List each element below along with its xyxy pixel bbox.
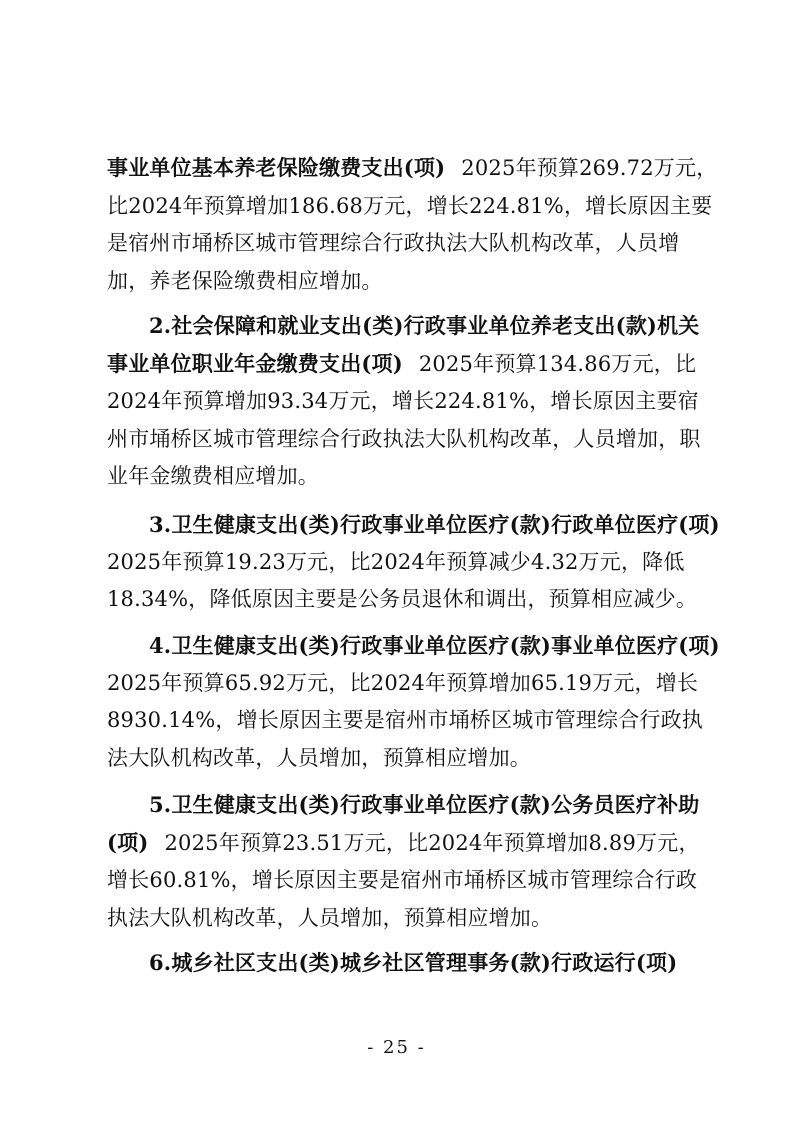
text-line: 2024年预算增加93.34万元，增长224.81%，增长原因主要宿: [107, 389, 699, 414]
text-line: [107, 345, 697, 384]
text-line: 比2024年预算增加186.68万元，增长224.81%，增长原因主要: [107, 193, 713, 218]
item-heading: 5.卫生健康支出(类)行政事业单位医疗(款)公务员医疗补助: [149, 792, 700, 817]
paragraph-6: [107, 944, 697, 982]
paragraph-1: [107, 149, 718, 300]
text-line: 是宿州市埇桥区城市管理综合行政执法大队机构改革，人员增: [107, 231, 680, 256]
item-heading: 4.卫生健康支出(类)行政事业单位医疗(款)事业单位医疗(项): [149, 633, 720, 658]
item-heading: 2.社会保障和就业支出(类)行政事业单位养老支出(款)机关: [149, 313, 700, 338]
text-line: 8930.14%，增长原因主要是宿州市埇桥区城市管理综合行政执: [107, 708, 703, 733]
item-heading: 3.卫生健康支出(类)行政事业单位医疗(款)行政单位医疗(项): [149, 512, 720, 537]
text-line: 2025年预算19.23万元，比2024年预算减少4.32万元，降低: [107, 549, 685, 574]
item-heading: 事业单位职业年金缴费支出(项): [107, 350, 403, 376]
line-text: 2025年预算134.86万元，比: [418, 351, 697, 376]
text-line: [107, 824, 700, 863]
text-line: 执法大队机构改革，人员增加，预算相应增加。: [107, 905, 553, 930]
text-line: 18.34%，降低原因主要是公务员退休和调出，预算相应减少。: [107, 587, 698, 612]
text-line: 州市埇桥区城市管理综合行政执法大队机构改革，人员增加，职: [107, 426, 701, 451]
text-line: 业年金缴费相应增加。: [107, 464, 319, 489]
text-line: 法大队机构改革，人员增加，预算相应增加。: [107, 745, 531, 770]
paragraph-5: [107, 786, 700, 937]
text-line: [107, 149, 718, 188]
paragraph-4: [107, 627, 720, 777]
item-heading: 事业单位基本养老保险缴费支出(项): [107, 155, 446, 180]
line-text: 2025年预算269.72万元，: [461, 156, 718, 180]
paragraph-3: [107, 506, 720, 619]
text-line: 2025年预算65.92万元，比2024年预算增加65.19万元，增长: [107, 670, 699, 695]
page-number: - 25 -: [367, 1037, 426, 1058]
paragraph-2: [107, 307, 701, 496]
item-heading: 6.城乡社区支出(类)城乡社区管理事务(款)行政运行(项): [149, 950, 678, 975]
text-line: 加，养老保险缴费相应增加。: [107, 268, 383, 293]
item-heading: (项): [107, 829, 149, 855]
line-text: 2025年预算23.51万元，比2024年预算增加8.89万元，: [164, 830, 700, 855]
text-line: 增长60.81%，增长原因主要是宿州市埇桥区城市管理综合行政: [107, 868, 698, 893]
